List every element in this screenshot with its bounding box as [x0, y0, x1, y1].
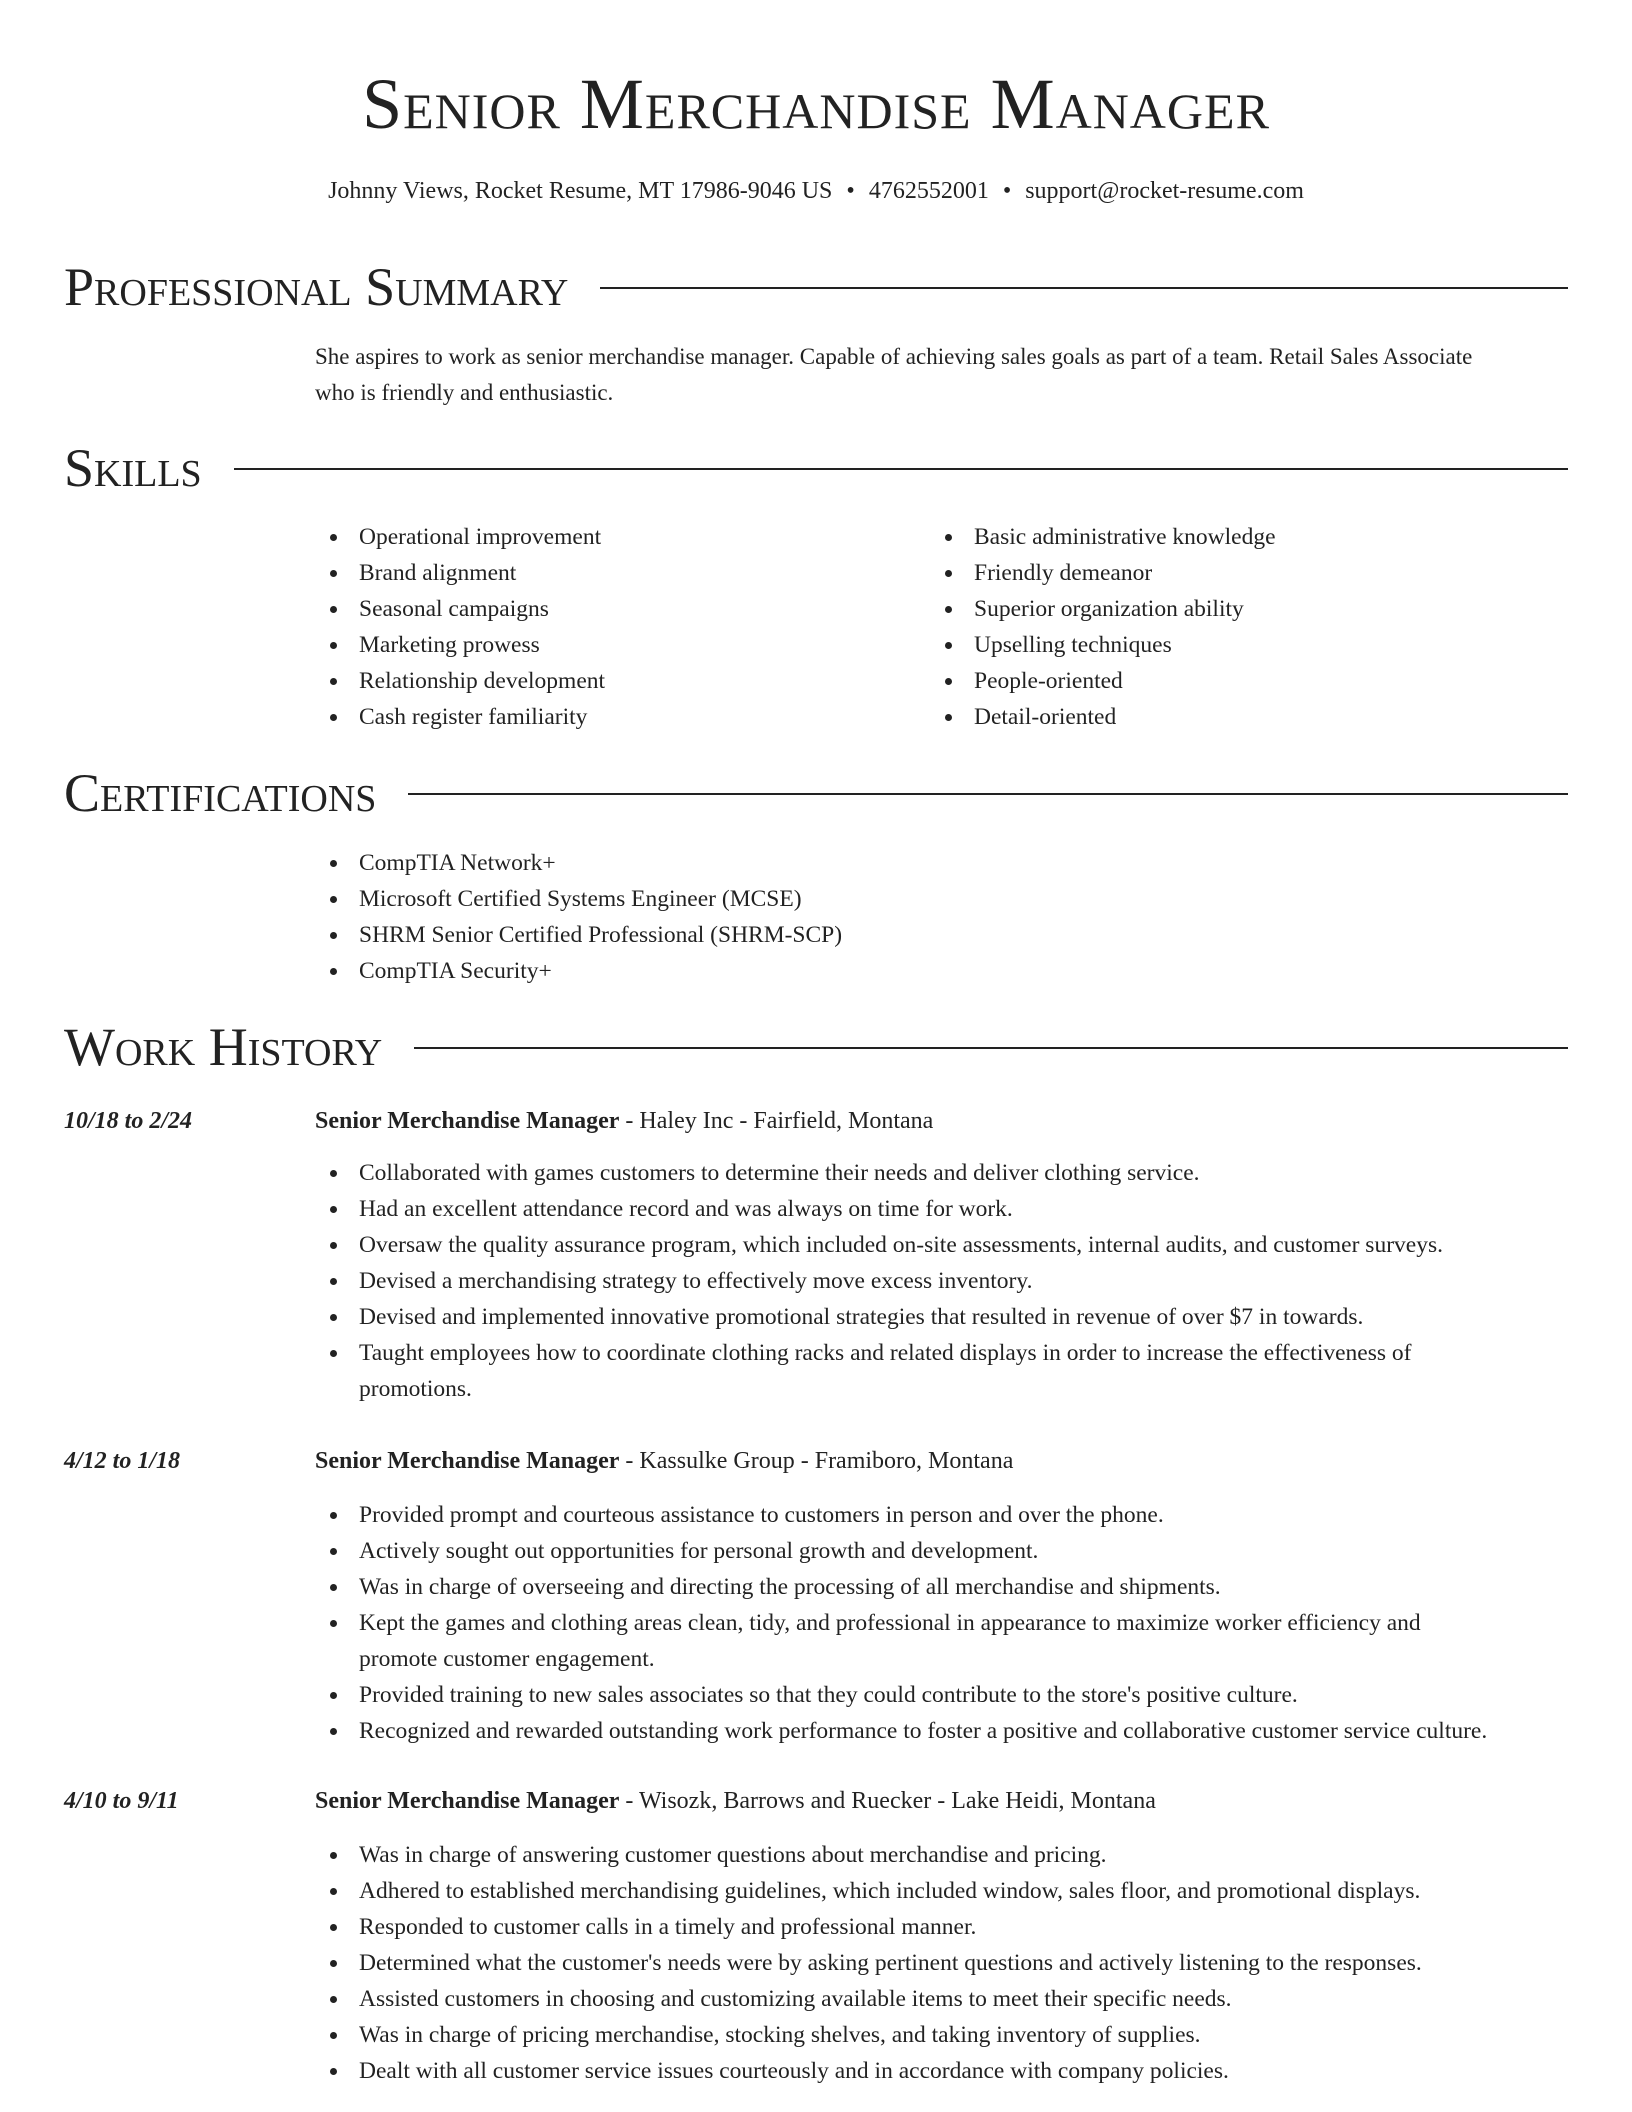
- contact-separator: •: [1002, 178, 1012, 204]
- job-dates: 4/12 to 1/18: [64, 1448, 181, 1474]
- skill-item: Friendly demeanor: [930, 555, 1530, 591]
- job-bullet: Recognized and rewarded outstanding work performance to foster a positive and collaborative customer service culture.: [315, 1713, 1575, 1749]
- job-dates: 4/10 to 9/11: [64, 1788, 179, 1814]
- skill-item: Upselling techniques: [930, 627, 1530, 663]
- summary-text: She aspires to work as senior merchandise manager. Capable of achieving sales goals as part of a team. Retail Sales Associate who is friendly and enthusiastic.: [315, 344, 1473, 405]
- job-bullet: Responded to customer calls in a timely and professional manner.: [315, 1909, 1575, 1945]
- job-bullets: [315, 1497, 1575, 1749]
- job-bullet: Devised a merchandising strategy to effectively move excess inventory.: [315, 1263, 1575, 1299]
- job-bullet: Oversaw the quality assurance program, which included on-site assessments, internal audits, and customer surveys.: [315, 1227, 1575, 1263]
- skills-list-right: [930, 519, 1530, 735]
- job-bullet: Had an excellent attendance record and was always on time for work.: [315, 1191, 1575, 1227]
- job-company: - Haley Inc - Fairfield, Montana: [619, 1108, 934, 1134]
- skill-item: Superior organization ability: [930, 591, 1530, 627]
- section-header-certifications: [64, 762, 1568, 824]
- resume-title: Senior Merchandise Manager: [362, 64, 1270, 144]
- job-bullet: Adhered to established merchandising guidelines, which included window, sales floor, and promotional displays.: [315, 1873, 1575, 1909]
- job-bullet: Devised and implemented innovative promotional strategies that resulted in revenue of over $7 in towards.: [315, 1299, 1575, 1335]
- job-bullet: Determined what the customer's needs were by asking pertinent questions and actively listening to the responses.: [315, 1945, 1575, 1981]
- contact-line: [0, 175, 1632, 207]
- job-bullet: Taught employees how to coordinate clothing racks and related displays in order to increase the effectiveness of promotions.: [315, 1335, 1575, 1407]
- job-heading: [315, 1783, 1156, 1819]
- skill-item: Basic administrative knowledge: [930, 519, 1530, 555]
- job-company: - Wisozk, Barrows and Ruecker - Lake Heidi, Montana: [619, 1788, 1156, 1814]
- job-bullet: Collaborated with games customers to determine their needs and deliver clothing service.: [315, 1155, 1575, 1191]
- certification-item: CompTIA Network+: [315, 845, 1515, 881]
- certification-item: CompTIA Security+: [315, 953, 1515, 989]
- job-bullets: [315, 1837, 1575, 2089]
- job-heading: [315, 1103, 933, 1139]
- section-header-skills: [64, 437, 1568, 499]
- job-heading: [315, 1443, 1013, 1479]
- skill-item: Brand alignment: [315, 555, 915, 591]
- section-divider: [234, 468, 1568, 470]
- section-title: Certifications: [64, 763, 377, 823]
- certification-item: Microsoft Certified Systems Engineer (MCSE): [315, 881, 1515, 917]
- skills-list-left: [315, 519, 915, 735]
- job-bullets: [315, 1155, 1575, 1407]
- job-title: Senior Merchandise Manager: [315, 1108, 620, 1134]
- skill-item: People-oriented: [930, 663, 1530, 699]
- job-bullet: Dealt with all customer service issues courteously and in accordance with company policies.: [315, 2053, 1575, 2089]
- job-title: Senior Merchandise Manager: [315, 1788, 620, 1814]
- skill-item: Seasonal campaigns: [315, 591, 915, 627]
- section-title: Work History: [64, 1017, 383, 1077]
- skill-item: Cash register familiarity: [315, 699, 915, 735]
- section-header-work-history: [64, 1016, 1568, 1078]
- section-divider: [408, 793, 1568, 795]
- skill-item: Detail-oriented: [930, 699, 1530, 735]
- job-bullet: Provided prompt and courteous assistance to customers in person and over the phone.: [315, 1497, 1575, 1533]
- section-title: Professional Summary: [64, 257, 569, 317]
- skill-item: Relationship development: [315, 663, 915, 699]
- certifications-list: [315, 845, 1515, 989]
- skill-item: Marketing prowess: [315, 627, 915, 663]
- section-title: Skills: [64, 438, 202, 498]
- job-bullet: Was in charge of answering customer questions about merchandise and pricing.: [315, 1837, 1575, 1873]
- job-bullet: Assisted customers in choosing and customizing available items to meet their specific needs.: [315, 1981, 1575, 2017]
- job-bullet: Provided training to new sales associates so that they could contribute to the store's positive culture.: [315, 1677, 1575, 1713]
- job-bullet: Actively sought out opportunities for personal growth and development.: [315, 1533, 1575, 1569]
- job-dates: 10/18 to 2/24: [64, 1108, 193, 1134]
- section-header-professional-summary: [64, 256, 1568, 318]
- skill-item: Operational improvement: [315, 519, 915, 555]
- section-divider: [414, 1047, 1568, 1049]
- contact-address: Johnny Views, Rocket Resume, MT 17986-9046 US: [328, 178, 833, 204]
- contact-phone: 4762552001: [868, 178, 989, 204]
- contact-email: support@rocket-resume.com: [1025, 178, 1304, 204]
- certification-item: SHRM Senior Certified Professional (SHRM-SCP): [315, 917, 1515, 953]
- job-bullet: Was in charge of pricing merchandise, stocking shelves, and taking inventory of supplies.: [315, 2017, 1575, 2053]
- job-title: Senior Merchandise Manager: [315, 1448, 620, 1474]
- job-bullet: Kept the games and clothing areas clean, tidy, and professional in appearance to maximize worker efficiency and promote customer engagement.: [315, 1605, 1575, 1677]
- contact-separator: •: [846, 178, 855, 204]
- job-bullet: Was in charge of overseeing and directing the processing of all merchandise and shipments.: [315, 1569, 1575, 1605]
- section-divider: [600, 287, 1568, 289]
- job-company: - Kassulke Group - Framiboro, Montana: [619, 1448, 1014, 1474]
